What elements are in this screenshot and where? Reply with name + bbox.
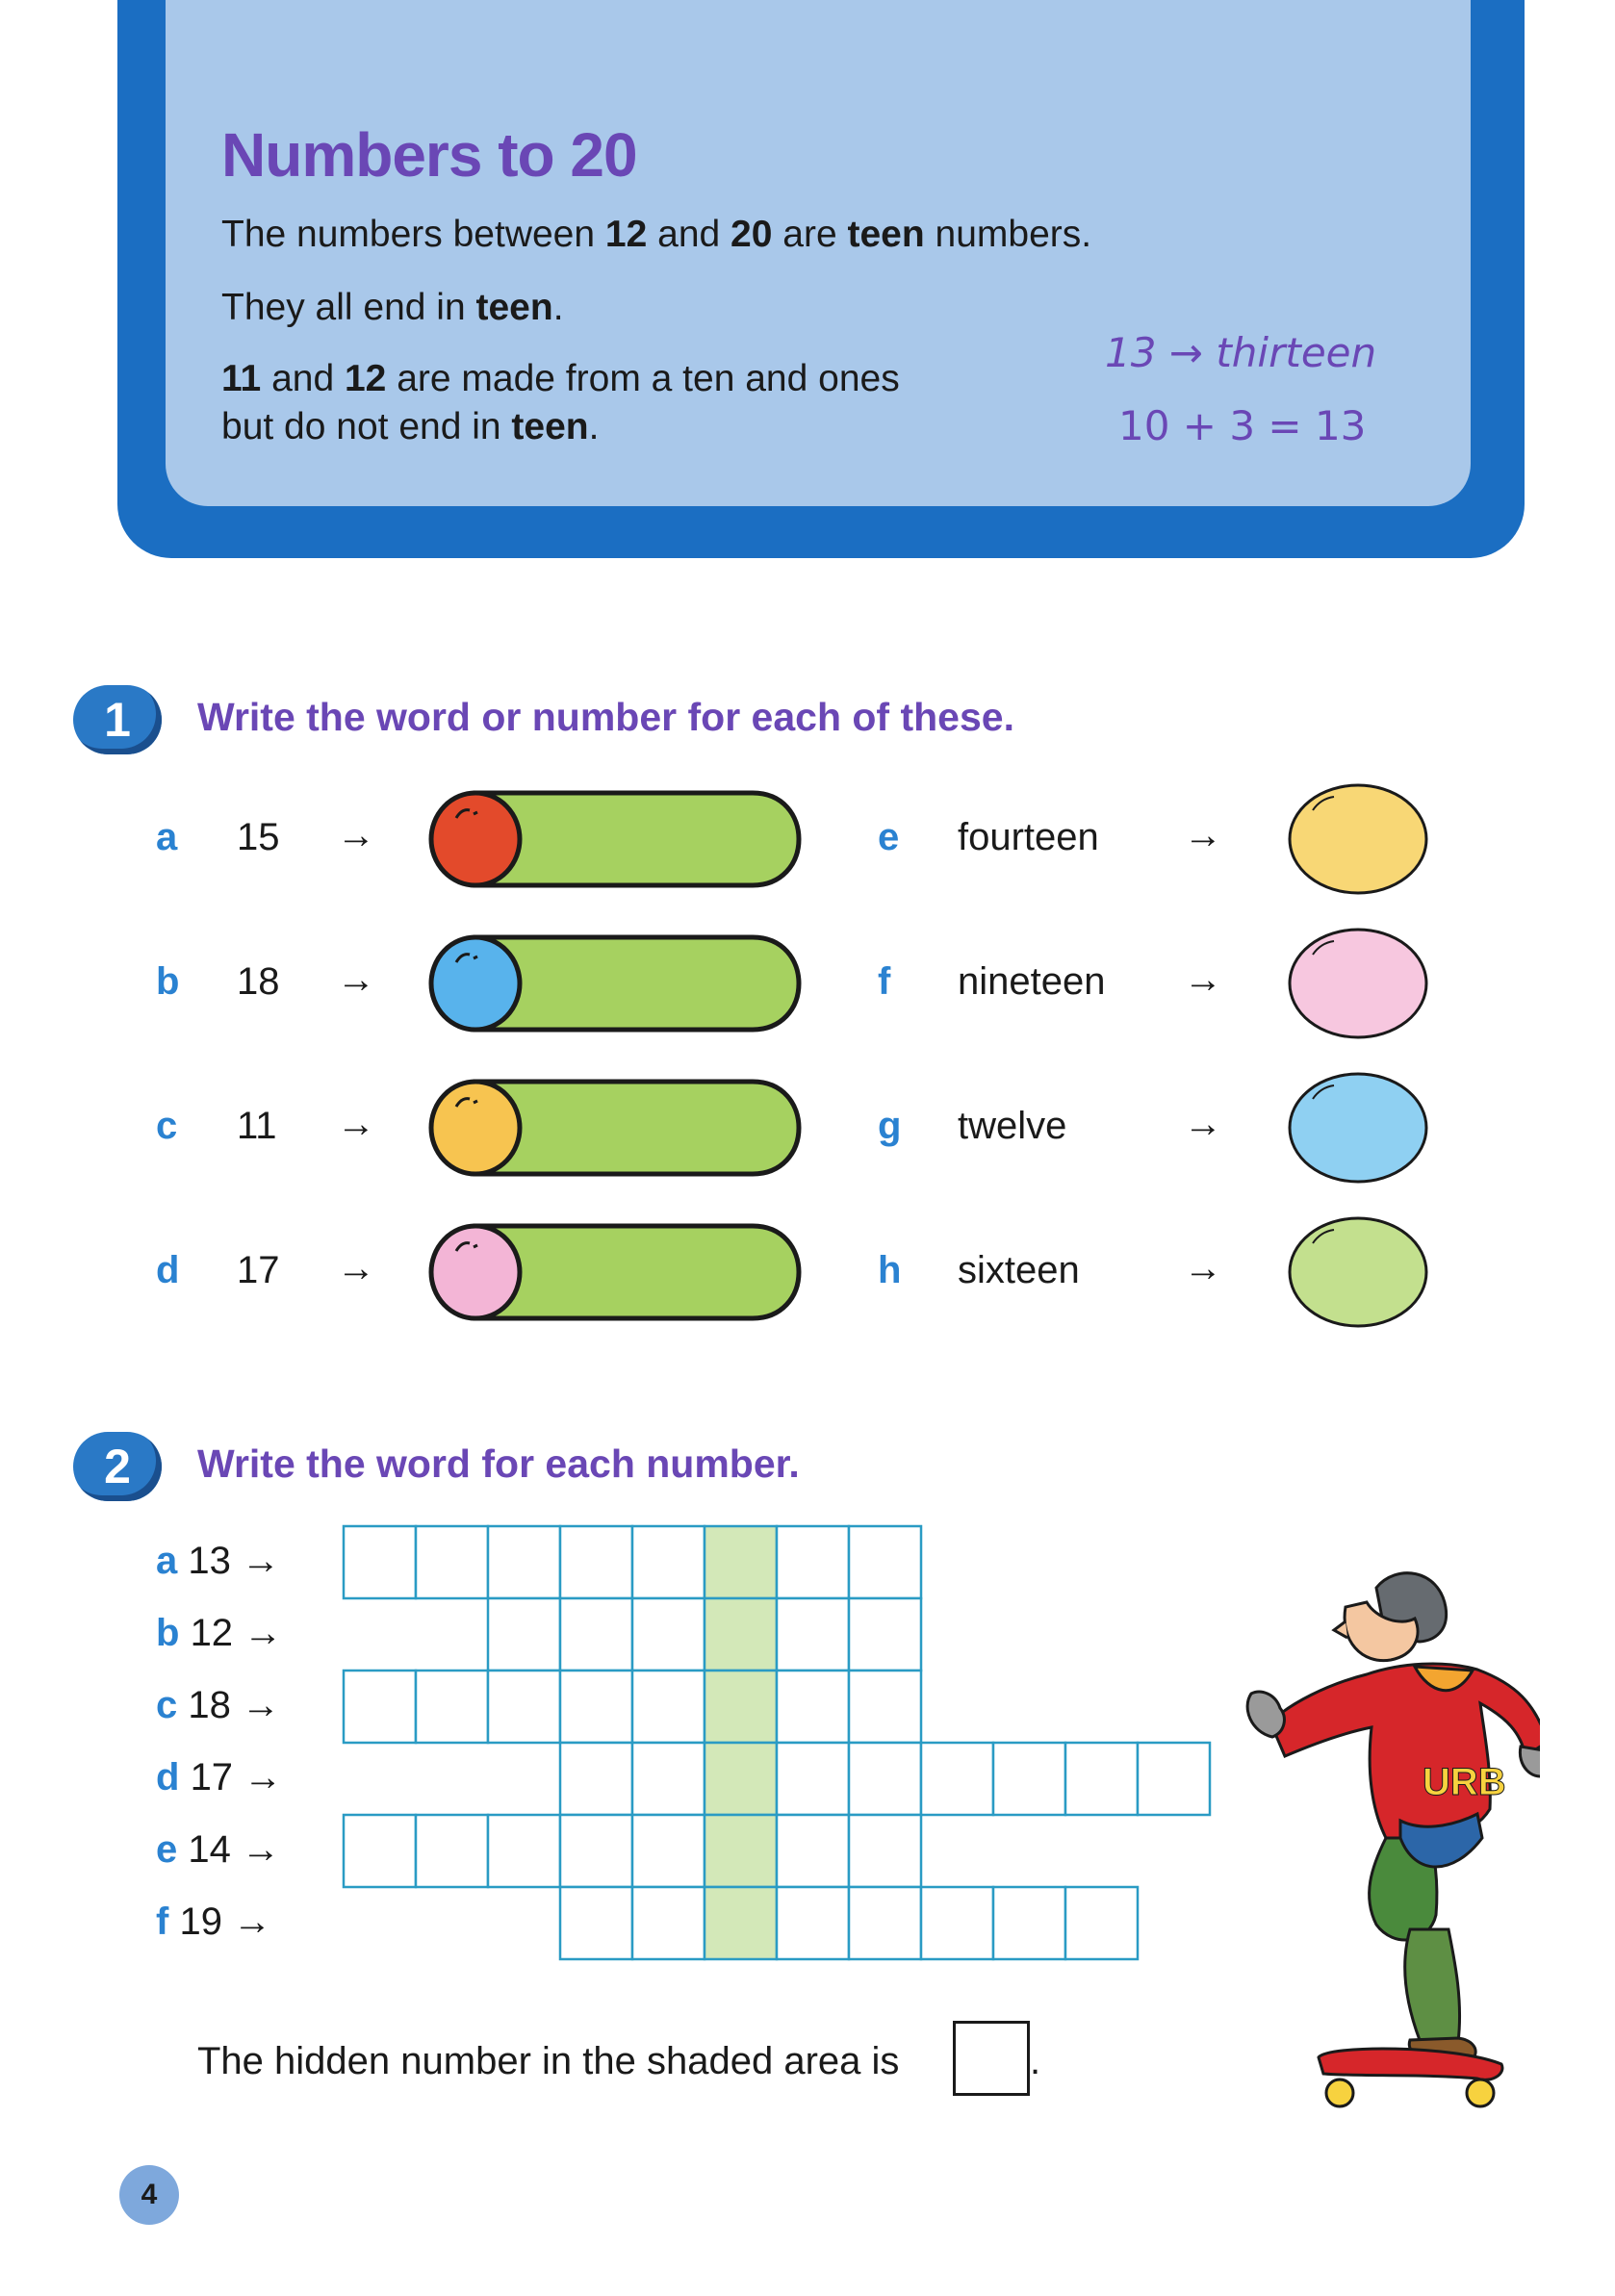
crossword-cell[interactable] [1138, 1743, 1210, 1815]
crossword-cell[interactable] [849, 1598, 921, 1671]
crossword-cell[interactable] [1065, 1887, 1138, 1959]
crossword-cell[interactable] [488, 1598, 560, 1671]
q1-item-number: 15 [237, 816, 280, 858]
crossword-cell[interactable] [632, 1887, 705, 1959]
hidden-number-period: . [1030, 2040, 1041, 2082]
intro-line-2: They all end in teen. [221, 287, 564, 328]
q1-item-number: 18 [237, 960, 280, 1003]
crossword-cell[interactable] [777, 1743, 849, 1815]
crossword-cell[interactable] [849, 1671, 921, 1743]
crossword-cell-shaded[interactable] [705, 1526, 777, 1598]
q1-item-number: 11 [237, 1105, 277, 1147]
crossword-cell[interactable] [921, 1887, 993, 1959]
arrow-icon: → [1184, 814, 1222, 856]
crossword-cell[interactable] [344, 1526, 416, 1598]
q1-item-word: sixteen [958, 1249, 1080, 1291]
crossword-cell[interactable] [560, 1815, 632, 1887]
crossword-cell[interactable] [849, 1815, 921, 1887]
crossword-cell[interactable] [777, 1526, 849, 1598]
crossword-cell-shaded[interactable] [705, 1743, 777, 1815]
question-1-badge: 1 [73, 685, 162, 754]
crossword-cell[interactable] [777, 1598, 849, 1671]
crossword-cell[interactable] [488, 1815, 560, 1887]
crossword-cell[interactable] [560, 1887, 632, 1959]
arrow-icon: → [1184, 1103, 1222, 1145]
jacket-logo-text: URB [1423, 1761, 1506, 1803]
q1-item-word: nineteen [958, 960, 1106, 1003]
crossword-cell[interactable] [560, 1671, 632, 1743]
crossword-clue: c 18 → [156, 1684, 280, 1726]
crossword-clue: a 13 → [156, 1540, 280, 1582]
crossword-cell[interactable] [416, 1526, 488, 1598]
crossword-cell[interactable] [632, 1671, 705, 1743]
crossword-cell-shaded[interactable] [705, 1815, 777, 1887]
q1-item-letter: c [156, 1105, 178, 1147]
arrow-icon: → [337, 814, 375, 856]
crossword-cell[interactable] [849, 1887, 921, 1959]
q1-item-letter: h [878, 1249, 902, 1291]
crossword-cell[interactable] [849, 1743, 921, 1815]
arrow-icon: → [337, 958, 375, 1001]
arrow-icon: → [1184, 958, 1222, 1001]
crossword-cell[interactable] [993, 1887, 1065, 1959]
example-word: 13 → thirteen [1105, 329, 1377, 376]
page-title: Numbers to 20 [221, 120, 637, 190]
crossword-cell[interactable] [777, 1887, 849, 1959]
crossword-cell[interactable] [416, 1671, 488, 1743]
crossword-clue: b 12 → [156, 1612, 283, 1654]
crossword-cell[interactable] [560, 1526, 632, 1598]
question-2-instruction: Write the word for each number. [197, 1441, 800, 1486]
crossword-cell[interactable] [632, 1743, 705, 1815]
q1-item-word: twelve [958, 1105, 1067, 1147]
crossword-cell[interactable] [344, 1671, 416, 1743]
crossword-clue: e 14 → [156, 1828, 280, 1871]
crossword-cell[interactable] [632, 1598, 705, 1671]
crossword-cell[interactable] [849, 1526, 921, 1598]
q1-item-number: 17 [237, 1249, 280, 1291]
q1-item-letter: d [156, 1249, 180, 1291]
crossword-cell[interactable] [632, 1526, 705, 1598]
arrow-icon: → [337, 1103, 375, 1145]
crossword-cell[interactable] [488, 1526, 560, 1598]
arrow-icon: → [1184, 1247, 1222, 1289]
crossword-clue: d 17 → [156, 1756, 283, 1799]
crossword-cell-shaded[interactable] [705, 1671, 777, 1743]
crossword-cell[interactable] [1065, 1743, 1138, 1815]
crossword-cell[interactable] [993, 1743, 1065, 1815]
page-number: 4 [119, 2165, 179, 2225]
q1-item-word: fourteen [958, 816, 1099, 858]
arrow-icon: → [337, 1247, 375, 1289]
q1-item-letter: e [878, 816, 900, 858]
q1-item-letter: f [878, 960, 891, 1003]
crossword-cell[interactable] [921, 1743, 993, 1815]
hidden-number-sentence: The hidden number in the shaded area is [197, 2040, 900, 2082]
crossword-cell[interactable] [416, 1815, 488, 1887]
intro-line-3: 11 and 12 are made from a ten and ones [221, 358, 900, 399]
crossword-cell[interactable] [777, 1815, 849, 1887]
crossword-cell[interactable] [560, 1598, 632, 1671]
example-sum: 10 + 3 = 13 [1118, 402, 1367, 449]
crossword-cell[interactable] [488, 1671, 560, 1743]
crossword-cell[interactable] [632, 1815, 705, 1887]
q1-item-letter: b [156, 960, 180, 1003]
crossword-cell[interactable] [777, 1671, 849, 1743]
question-1-instruction: Write the word or number for each of these. [197, 695, 1014, 739]
crossword-cell-shaded[interactable] [705, 1598, 777, 1671]
crossword-clue: f 19 → [156, 1901, 272, 1943]
crossword-cell-shaded[interactable] [705, 1887, 777, 1959]
intro-line-1: The numbers between 12 and 20 are teen numbers. [221, 214, 1092, 255]
q1-item-letter: g [878, 1105, 902, 1147]
crossword-cell[interactable] [560, 1743, 632, 1815]
hidden-number-answer-box[interactable] [953, 2021, 1030, 2096]
intro-line-4: but do not end in teen. [221, 406, 600, 447]
question-2-badge: 2 [73, 1432, 162, 1501]
skateboarder-illustration [1232, 1549, 1540, 2127]
crossword-cell[interactable] [344, 1815, 416, 1887]
q1-item-letter: a [156, 816, 178, 858]
